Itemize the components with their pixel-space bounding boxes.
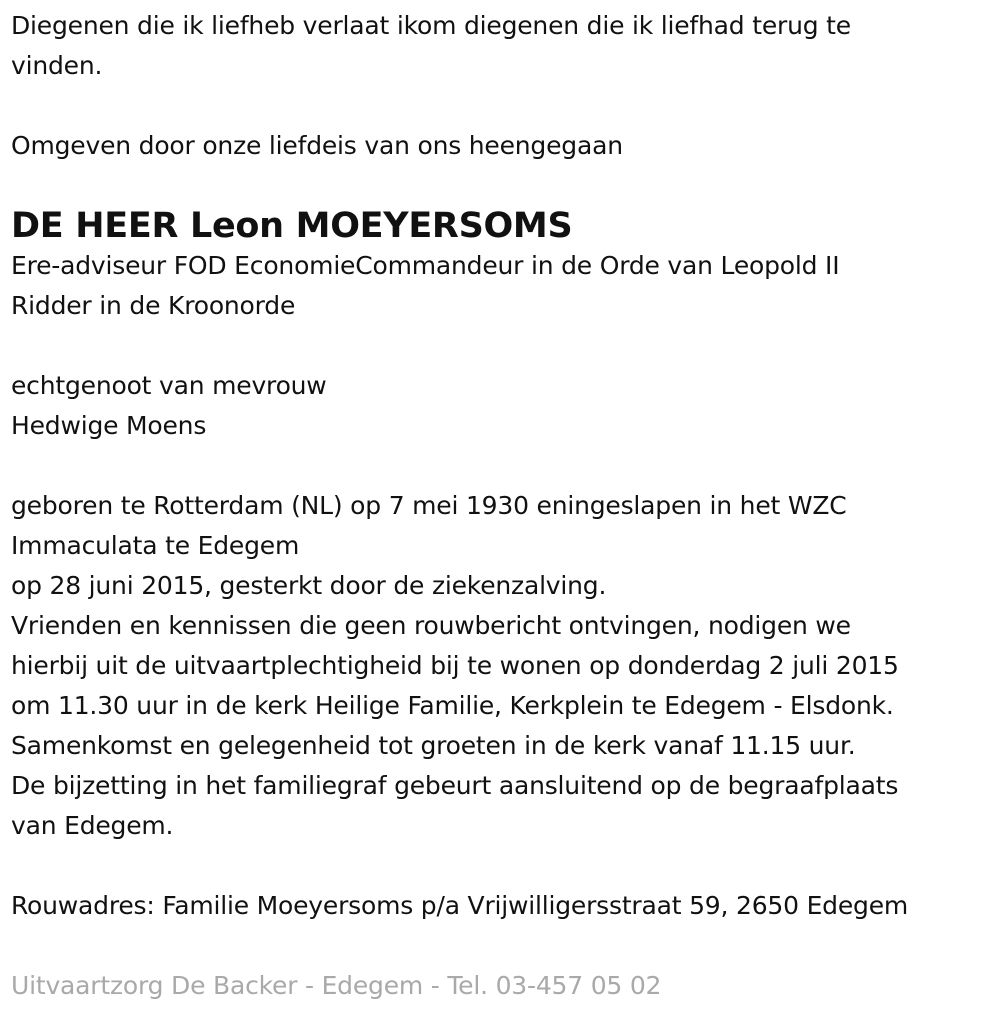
- deceased-title-line-2: Ridder in de Kroonorde: [11, 291, 296, 320]
- deceased-name: DE HEER Leon MOEYERSOMS: [11, 206, 573, 246]
- mourning-address: Rouwadres: Familie Moeyersoms p/a Vrijwilligersstraat 59, 2650 Edegem: [11, 891, 909, 920]
- spacer: [11, 446, 996, 486]
- spacer: [11, 166, 996, 206]
- details-line: geboren te Rotterdam (NL) op 7 mei 1930 eningeslapen in het WZC: [11, 491, 847, 520]
- details-line: hierbij uit de uitvaartplechtigheid bij te wonen op donderdag 2 juli 2015: [11, 651, 899, 680]
- intro-line-1: Diegenen die ik liefheb verlaat ikom diegenen die ik liefhad terug te: [11, 11, 851, 40]
- details-line: Vrienden en kennissen die geen rouwbericht ontvingen, nodigen we: [11, 611, 851, 640]
- intro-line-3: Omgeven door onze liefdeis van ons heengegaan: [11, 131, 623, 160]
- spouse-line-2: Hedwige Moens: [11, 411, 207, 440]
- spacer: [11, 86, 996, 126]
- funeral-home-footer: Uitvaartzorg De Backer - Edegem - Tel. 03-457 05 02: [11, 971, 662, 1000]
- spacer: [11, 926, 996, 966]
- spacer: [11, 326, 996, 366]
- details-line: van Edegem.: [11, 811, 174, 840]
- details-line: Immaculata te Edegem: [11, 531, 300, 560]
- obituary-text: [11, 6, 996, 1006]
- details-line: De bijzetting in het familiegraf gebeurt aansluitend op de begraafplaats: [11, 771, 899, 800]
- intro-line-2: vinden.: [11, 51, 103, 80]
- spouse-line-1: echtgenoot van mevrouw: [11, 371, 327, 400]
- details-line: op 28 juni 2015, gesterkt door de ziekenzalving.: [11, 571, 607, 600]
- deceased-title-line-1: Ere-adviseur FOD EconomieCommandeur in de Orde van Leopold II: [11, 251, 840, 280]
- details-line: om 11.30 uur in de kerk Heilige Familie, Kerkplein te Edegem - Elsdonk.: [11, 691, 894, 720]
- details-line: Samenkomst en gelegenheid tot groeten in de kerk vanaf 11.15 uur.: [11, 731, 856, 760]
- spacer: [11, 846, 996, 886]
